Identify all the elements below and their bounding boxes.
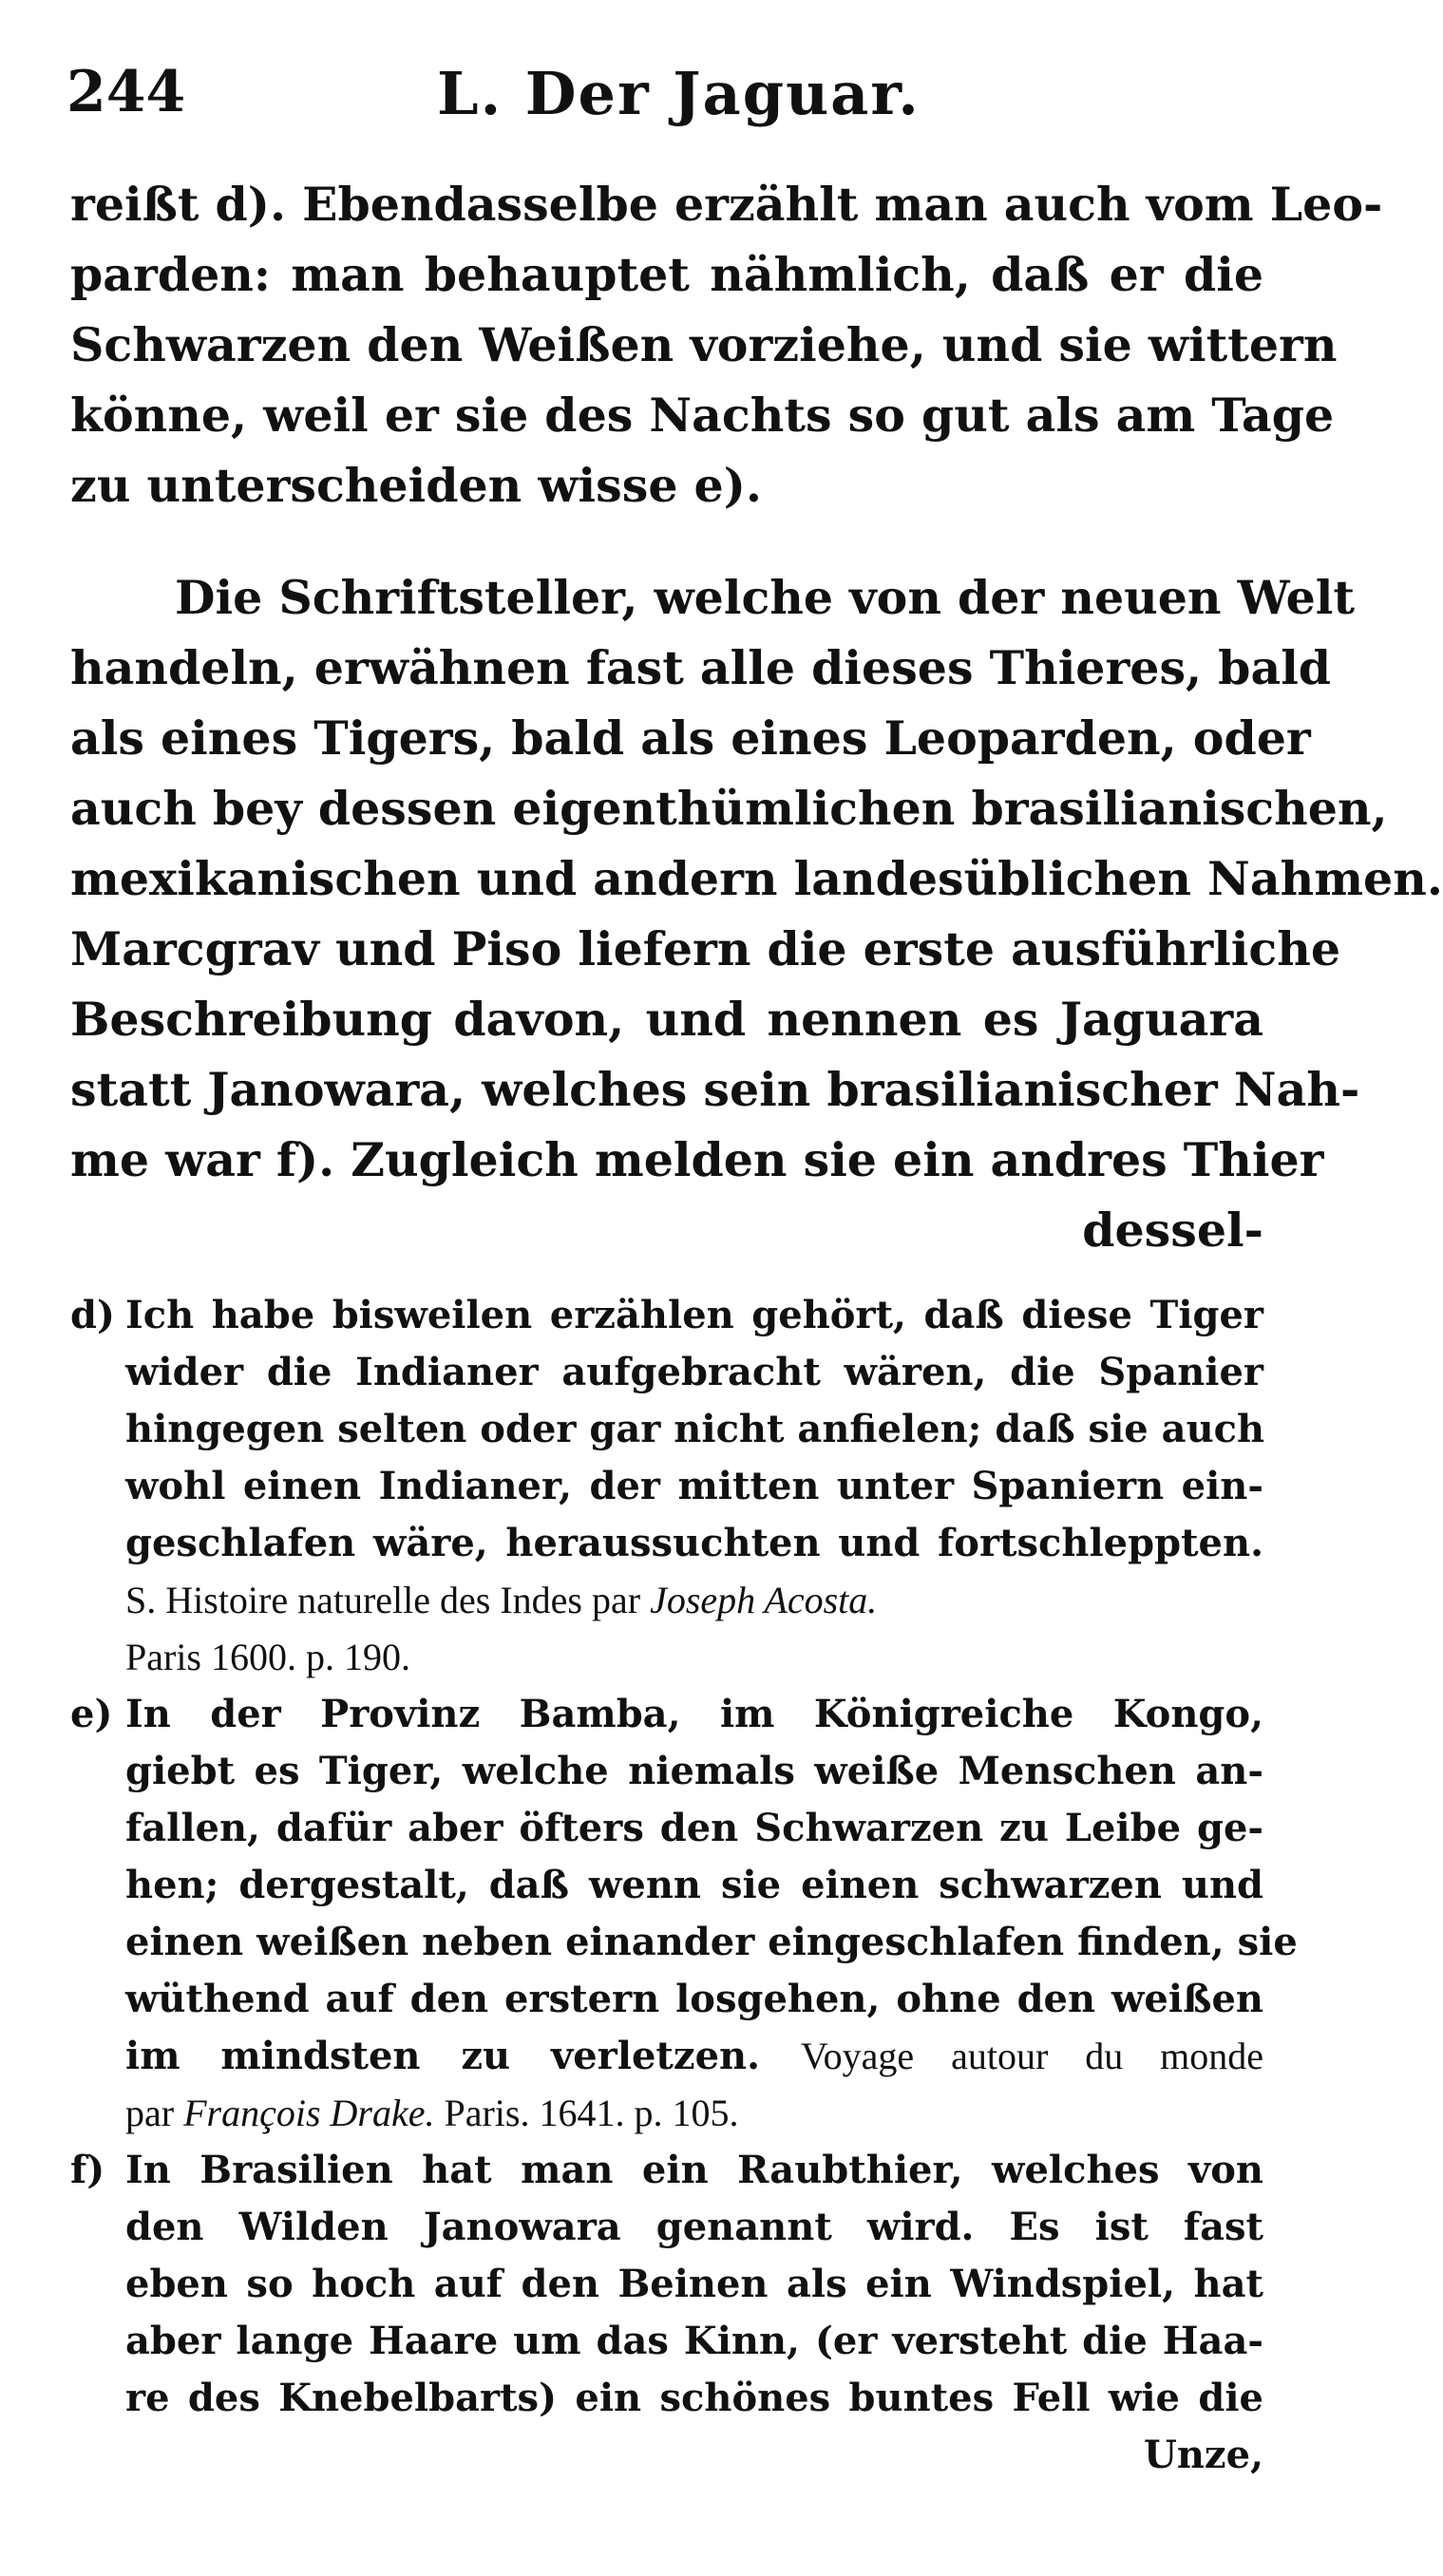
footnote-f bbox=[70, 2142, 1263, 2199]
page-number: 244 bbox=[66, 59, 186, 125]
footnote-line: aber lange Haare um das Kinn, (er versteht die Haa- bbox=[125, 2319, 1263, 2363]
footnote-line: einen weißen neben einander eingeschlafen finden, sie bbox=[125, 1920, 1298, 1964]
catchword: dessel- bbox=[1082, 1203, 1263, 1258]
footnote-line: wüthend auf den erstern losgehen, ohne den weißen bbox=[125, 1977, 1263, 2021]
reference-author: François Drake. bbox=[183, 2092, 435, 2134]
footnote-line bbox=[70, 2028, 1263, 2085]
footnote-line: Ich habe bisweilen erzählen gehört, daß diese Tiger bbox=[125, 1293, 1263, 1337]
body-line: mexikanischen und andern landesüblichen Nahmen. bbox=[70, 851, 1443, 906]
footnote-line: hen; dergestalt, daß wenn sie einen schwarzen und bbox=[125, 1863, 1263, 1907]
body-line: zu unterscheiden wisse e). bbox=[70, 458, 762, 513]
reference-text: Voyage autour du monde bbox=[800, 2035, 1263, 2077]
body-line: Die Schriftsteller, welche von der neuen Welt bbox=[175, 570, 1356, 625]
body-line: als eines Tigers, bald als eines Leoparden, oder bbox=[70, 710, 1311, 766]
body-line: handeln, erwähnen fast alle dieses Thieres, bald bbox=[70, 640, 1332, 695]
footnote-line: den Wilden Janowara genannt wird. Es ist fast bbox=[125, 2205, 1263, 2249]
body-line: auch bey dessen eigenthümlichen brasilianischen, bbox=[70, 781, 1388, 836]
footnote-line: fallen, dafür aber öfters den Schwarzen zu Leibe ge- bbox=[125, 1806, 1263, 1850]
footnote-line: geschlafen wäre, heraussuchten und fortschleppten. bbox=[125, 1521, 1263, 1565]
footnote-line: In Brasilien hat man ein Raubthier, welches von bbox=[125, 2148, 1263, 2192]
main-text bbox=[70, 169, 1443, 1265]
body-line: statt Janowara, welches sein brasilianischer Nah- bbox=[70, 1062, 1360, 1117]
footnote-d bbox=[70, 1287, 1263, 1344]
footnote-line: eben so hoch auf den Beinen als ein Windspiel, hat bbox=[125, 2262, 1263, 2306]
reference-text: S. Histoire naturelle des Indes par bbox=[125, 1579, 651, 1621]
footnote-line: wohl einen Indianer, der mitten unter Spaniern ein- bbox=[125, 1464, 1263, 1508]
running-title: L. Der Jaguar. bbox=[437, 59, 921, 128]
body-line: Marcgrav und Piso liefern die erste ausführliche bbox=[70, 921, 1341, 976]
body-line: reißt d). Ebendasselbe erzählt man auch vom Leo- bbox=[70, 177, 1383, 232]
reference-text: par bbox=[125, 2092, 184, 2134]
page-header bbox=[66, 59, 1244, 135]
body-line: me war f). Zugleich melden sie ein andres Thier bbox=[70, 1132, 1324, 1187]
body-line: könne, weil er sie des Nachts so gut als am Tage bbox=[70, 388, 1335, 443]
footnote-text: im mindsten zu verletzen. bbox=[125, 2034, 801, 2078]
footnote-reference: Paris 1600. p. 190. bbox=[125, 1636, 410, 1678]
footnote-line: hingegen selten oder gar nicht anfielen; daß sie auch bbox=[125, 1407, 1265, 1451]
footnote-mark: f) bbox=[70, 2148, 105, 2192]
paragraph-gap bbox=[70, 521, 1263, 562]
footnote-e bbox=[70, 1686, 1263, 1743]
reference-text: Paris. 1641. p. 105. bbox=[434, 2092, 739, 2134]
footnote-mark: d) bbox=[70, 1293, 115, 1337]
footnote-line: In der Provinz Bamba, im Königreiche Kongo, bbox=[125, 1692, 1263, 1736]
footnote-line: re des Knebelbarts) ein schönes buntes Fell wie die bbox=[125, 2376, 1263, 2420]
body-line: Beschreibung davon, und nennen es Jaguara bbox=[70, 992, 1263, 1047]
body-line: Schwarzen den Weißen vorziehe, und sie wittern bbox=[70, 317, 1338, 372]
footnote-line: wider die Indianer aufgebracht wären, die Spanier bbox=[125, 1350, 1263, 1394]
footnote-reference bbox=[70, 1572, 1263, 1629]
footnote-catchword: Unze, bbox=[1143, 2433, 1263, 2477]
body-line: parden: man behauptet nähmlich, daß er die bbox=[70, 247, 1263, 302]
footnote-line: giebt es Tiger, welche niemals weiße Menschen an- bbox=[125, 1749, 1263, 1793]
footnote-mark: e) bbox=[70, 1692, 113, 1736]
reference-author: Joseph Acosta. bbox=[650, 1579, 878, 1621]
footnote-reference bbox=[70, 2085, 1263, 2142]
footnotes bbox=[70, 1287, 1298, 2484]
